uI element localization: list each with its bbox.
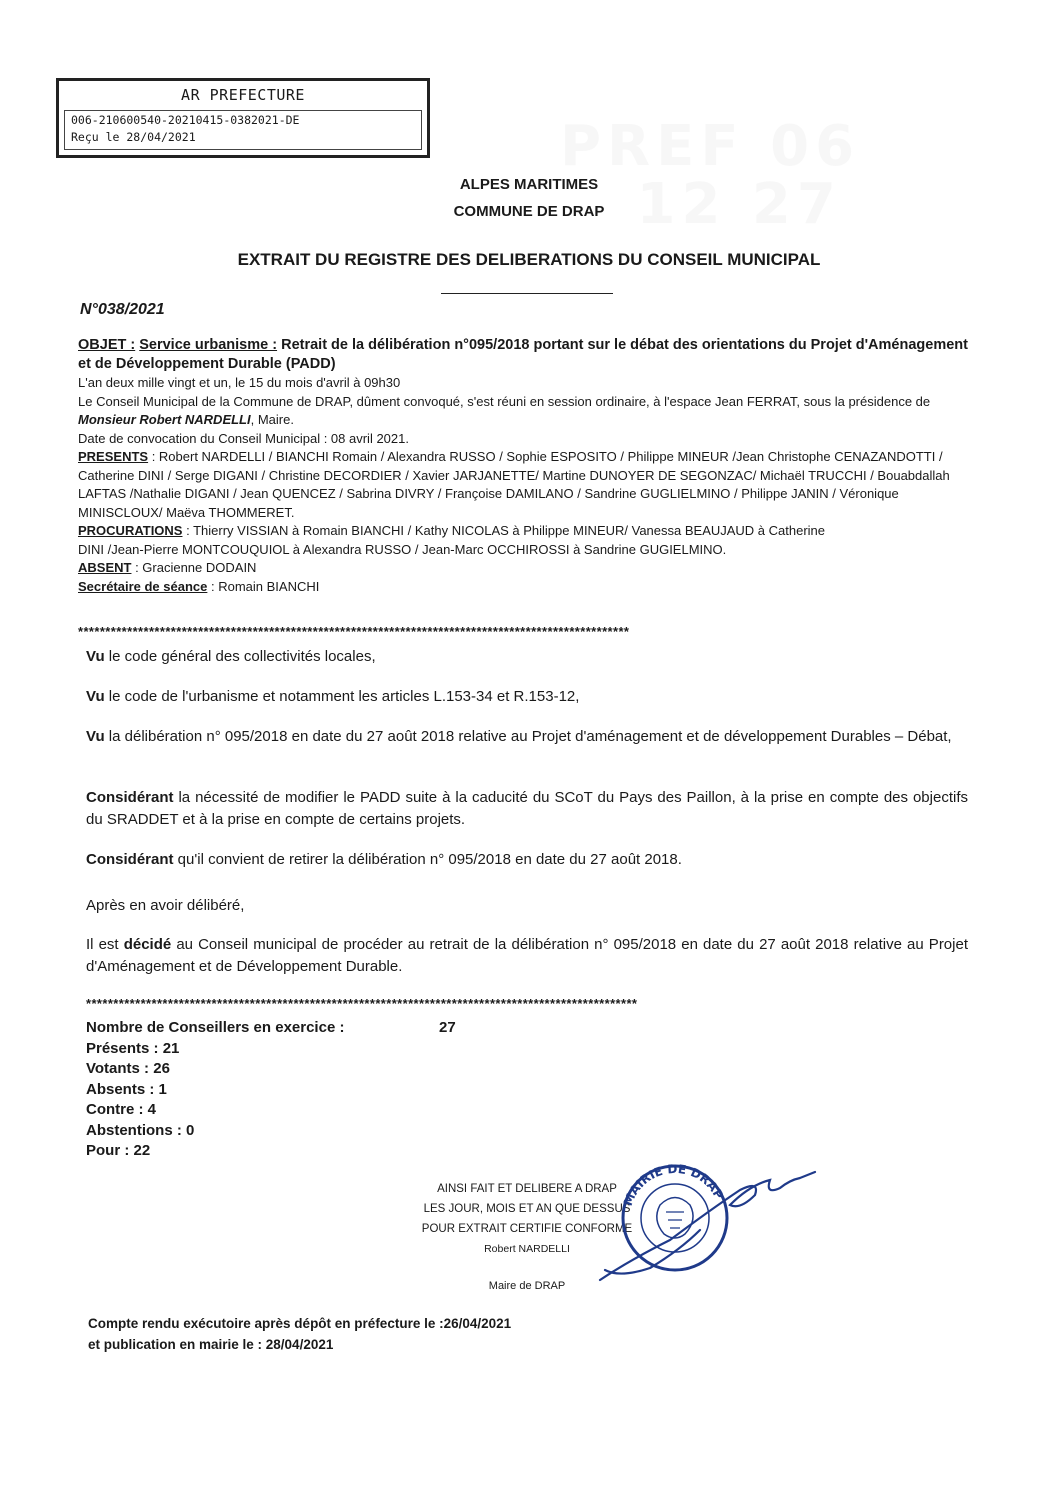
vu-3: [86, 726, 968, 748]
convocation-date: Date de convocation du Conseil Municipal : 08 avril 2021.: [78, 430, 409, 446]
count-exercice-label: Nombre de Conseillers en exercice :: [86, 1019, 345, 1036]
vu-1-keyword: Vu: [86, 648, 105, 665]
vu-3-text: la délibération n° 095/2018 en date du 27 août 2018 relative au Projet d'aménagement et de développement Durables – Débat,: [104, 728, 952, 745]
presents-label: PRESENTS: [78, 449, 149, 464]
deliberation-number: N°038/2021: [80, 301, 165, 318]
department-heading: ALPES MARITIMES: [459, 176, 599, 193]
considerant-2-text: qu'il convient de retirer la délibération n° 095/2018 en date du 27 août 2018.: [173, 851, 682, 868]
separator-top: *****************************************************************************************************: [78, 624, 630, 639]
apres-deliberation: Après en avoir délibéré,: [86, 897, 245, 914]
vu-1: [86, 646, 968, 668]
vu-2-text: le code de l'urbanisme et notamment les articles L.153-34 et R.153-12,: [104, 688, 580, 705]
count-pour: Pour : 22: [86, 1142, 151, 1159]
count-votants: Votants : 26: [86, 1060, 170, 1077]
objet-paragraph: [78, 336, 973, 374]
vu-2-keyword: Vu: [86, 688, 105, 705]
decision-text-b: au Conseil municipal de procéder au retrait de la délibération n° 095/2018 en date du 27 août 2018 relative au Projet d'Aménagement et de Développement Durable.: [86, 936, 968, 975]
title-divider: [441, 293, 613, 294]
count-exercice-value: 27: [439, 1019, 456, 1036]
count-contre: Contre : 4: [86, 1101, 157, 1118]
signature-line-3: POUR EXTRAIT CERTIFIE CONFORME: [421, 1223, 633, 1235]
procurations-label: PROCURATIONS: [78, 523, 183, 538]
separator-bottom: *****************************************************************************************************: [86, 996, 638, 1011]
secretaire-name: : Romain BIANCHI: [207, 578, 320, 594]
presents-list: : Robert NARDELLI / BIANCHI Romain / Alexandra RUSSO / Sophie ESPOSITO / Philippe MINEUR /Jean Christophe CENAZANDOTTI / Catherine DINI / Serge DIGANI / Christine DECORDIER / Xavier JARJANETTE/ Martine DUNOYER DE SEGONZAC/ Michaël TRUCCHI / Bouabdallah LAFTAS /Nathalie DIGANI / Jean QUENCEZ / Sabrina DIVRY / Françoise DAMILANO / Sandrine GUGLIELMINO / Philippe JANIN / Véronique MINISCLOUX/ Maëva THOMMERET.: [78, 449, 950, 520]
signatory-name: Robert NARDELLI: [484, 1243, 570, 1255]
session-president: Monsieur Robert NARDELLI: [78, 412, 251, 427]
session-council-a: Le Conseil Municipal de la Commune de DRAP, dûment convoqué, s'est réuni en session ordinaire, à l'espace Jean FERRAT, sous la présidence de: [78, 393, 931, 409]
footer-block: [88, 1313, 511, 1355]
considerant-1: [86, 787, 968, 831]
objet-label: OBJET :: [78, 337, 136, 353]
session-council: [78, 393, 973, 430]
footer-publication: et publication en mairie le : 28/04/2021: [88, 1337, 334, 1352]
absent-paragraph: [78, 559, 973, 578]
procurations-paragraph: [78, 522, 973, 559]
absent-name: : Gracienne DODAIN: [131, 560, 257, 575]
count-abstentions: Abstentions : 0: [86, 1121, 195, 1139]
objet-text: Retrait de la délibération n°095/2018 portant sur le débat des orientations du Projet d'Aménagement et de Développement Durable (PADD): [78, 337, 968, 372]
decision: [86, 934, 968, 978]
vu-3-keyword: Vu: [86, 728, 105, 745]
stamp-title: AR PREFECTURE: [181, 86, 305, 104]
stamp-reference: 006-210600540-20210415-0382021-DE: [71, 113, 300, 127]
prefecture-stamp: [56, 78, 430, 158]
vu-2: [86, 686, 968, 708]
mairie-seal: [621, 1162, 727, 1270]
commune-heading: COMMUNE DE DRAP: [453, 203, 605, 220]
signatory-role: Maire de DRAP: [488, 1280, 566, 1292]
considerant-1-keyword: Considérant: [86, 789, 174, 806]
footer-executoire: Compte rendu exécutoire après dépôt en préfecture le :26/04/2021: [88, 1316, 512, 1331]
session-date: L'an deux mille vingt et un, le 15 du mois d'avril à 09h30: [78, 375, 401, 390]
session-council-b: , Maire.: [250, 412, 294, 427]
objet-service: Service urbanisme :: [139, 337, 278, 353]
signature-line-1: AINSI FAIT ET DELIBERE A DRAP: [437, 1183, 617, 1195]
secretaire-label: Secrétaire de séance: [78, 578, 208, 594]
absent-label: ABSENT: [78, 560, 132, 575]
vote-counts: [86, 1018, 456, 1162]
seal-lettering: MAIRIE DE DRAP: [620, 1161, 727, 1208]
considerant-1-text: la nécessité de modifier le PADD suite à la caducité du SCoT du Pays des Paillon, à la prise en compte des objectifs du SRADDET et à la prise en compte de certains projets.: [86, 789, 968, 828]
signature-line-2: LES JOUR, MOIS ET AN QUE DESSUS: [423, 1203, 631, 1215]
stamp-details: [64, 110, 422, 150]
decision-text-a: Il est: [86, 936, 124, 953]
stamp-received-date: Reçu le 28/04/2021: [71, 130, 196, 144]
secretaire-paragraph: [78, 578, 973, 597]
faint-watermark-stamp: PREF 06 12 27: [560, 114, 861, 237]
count-presents: Présents : 21: [86, 1039, 180, 1057]
decision-keyword: décidé: [123, 936, 172, 953]
document-title: EXTRAIT DU REGISTRE DES DELIBERATIONS DU CONSEIL MUNICIPAL: [237, 250, 821, 269]
objet-block: [78, 336, 973, 596]
presents-paragraph: [78, 448, 973, 522]
count-exercice: [86, 1018, 456, 1039]
considerant-2: [86, 849, 968, 871]
mairie-seal-and-signature: [590, 1150, 830, 1290]
count-absents: Absents : 1: [86, 1080, 167, 1098]
procurations-list: : Thierry VISSIAN à Romain BIANCHI / Kathy NICOLAS à Philippe MINEUR/ Vanessa BEAUJAUD à Catherine DINI /Jean-Pierre MONTCOUQUIOL à Alexandra RUSSO / Jean-Marc OCCHIROSSI à Sandrine GUGIELMINO.: [78, 523, 826, 557]
considerant-2-keyword: Considérant: [86, 851, 174, 868]
vu-1-text: le code général des collectivités locales,: [104, 648, 376, 665]
